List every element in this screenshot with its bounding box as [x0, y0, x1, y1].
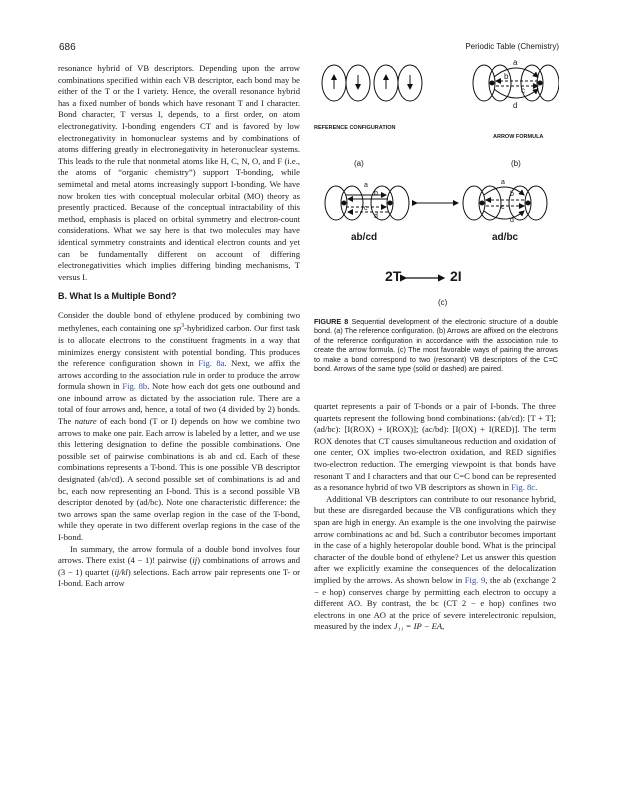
reference-configuration-drawing: [322, 65, 422, 101]
left-letter-c: c: [364, 205, 368, 212]
ab-cd-label: ab/cd: [351, 232, 378, 243]
running-head: Periodic Table (Chemistry): [465, 42, 559, 51]
figure-8: [314, 55, 559, 305]
right-paragraph-2: Additional VB descriptors can contribute to our resonance hybrid, but these are disregarded because the VB configurations which they span are high in energy. An example is the one involving the pairwise arrow combinations ac and bd. Such a contributor becomes important in the case of a highly heteropolar double bond. What is the principal character of the double bond of ethylene? Let us answer this question after we explicitly examine the consequences of the delocalization implied by the arrows. As shown below in Fig. 9, the ab (exchange 2 − e hop) conserves charge by permitting each electron to occupy a different AO. By contrast, the bc (CT 2 − e hop) confines two electrons in one AO at the price of severe interelectronic repulsion, measured by the index J₁₁ = IP − EA,: [314, 493, 556, 632]
arrow-formula-label: ARROW FORMULA: [493, 134, 544, 140]
letter-d: d: [513, 101, 518, 110]
figure-caption: [314, 317, 558, 373]
left-letter-a: a: [364, 182, 368, 189]
caption-label: FIGURE 8: [314, 317, 349, 326]
panel-c-label: (c): [438, 298, 448, 307]
left-paragraph-1: resonance hybrid of VB descriptors. Depending upon the arrow combinations specified within each VB descriptor, each bond may be either of the T or the I variety. Hence, the overall resonance hybrid has a fixed number of bonds which have resonant T and I character. Bond character, T versus I, depends, to a first order, on atom electronegativity. I-bonding engenders CT and is favored by low electronegativity in homonuclear systems and by combinations of atoms differing greatly in electronegativity in heteronuclear systems. This leads to the rule that nonmetal atoms like H, C, N, O, and F (i.e., the atoms of “organic chemistry”) support T-bonding, while semimetal and metal atoms increasingly support I-bonding. We have now broken ties with conceptual molecular orbital (MO) theory as presently practiced. Because of the conceptual intractability of this method, emphasis is placed on orbital symmetry and electron-count considerations. What we say here is that two molecules may have identical symmetry constraints and identical electron counts and yet can be fundamentally different on account of differing electronegativities which implies differing binding mechanisms, T versus I.: [58, 63, 300, 282]
fig8a-link[interactable]: Fig. 8a: [198, 358, 225, 369]
2t-label: 2T: [385, 268, 402, 284]
letter-c: c: [521, 86, 525, 95]
right-column: [314, 401, 556, 633]
left-letter-b: b: [374, 190, 378, 197]
fig9-link[interactable]: Fig. 9: [464, 574, 486, 585]
letter-b: b: [504, 72, 509, 81]
panel-a-label: (a): [354, 159, 364, 168]
right-paragraph-1: quartet represents a pair of T-bonds or a pair of I-bonds. The three quartets represent the following bond combinations: (ab/cd): [T + T]; (ad/bc): [I(ROX) + I(ROX)]; (ac/bd): [I(OX) + I(RED)]. The term ROX denotes that CT causes simultaneous reduction and oxidation of one center, OX implies two-electron oxidation, and RED signifies two-electron reduction. The emerging viewpoint is that bonds have resonant T and I characters and that our C=C bond can be represented as a resonance hybrid of two VB descriptors as shown in Fig. 8c.: [314, 401, 556, 493]
right-letter-a: a: [501, 179, 505, 186]
caption-text: Sequential development of the electronic structure of a double bond. (a) The reference configuration. (b) Arrows are affixed on the electrons of the reference configuration in accordance with the association rule to create the arrow formula. (c) The most favorable ways of pairing the arrows to make a bond correspond to two (resonant) VB descriptors of the C=C bond. Arrows of the same type (solid or dashed) are paired.: [314, 317, 558, 374]
arrow-formula-drawing: [473, 65, 559, 101]
left-paragraph-3: In summary, the arrow formula of a double bond involves four arrows. There exist (4 − 1)! pairwise (ij) combinations of arrows and (3 − 1) quartet (ij/kl) selections. Each arrow pair represents one T- or I-bond. Each arrow: [58, 543, 300, 589]
right-letter-b: b: [510, 191, 514, 198]
ad-bc-label: ad/bc: [492, 232, 519, 243]
reference-configuration-label: REFERENCE CONFIGURATION: [314, 125, 396, 131]
right-letter-c: c: [501, 204, 505, 211]
panel-b-label: (b): [511, 159, 521, 168]
resonance-left-drawing: [325, 186, 409, 220]
2i-label: 2I: [450, 268, 462, 284]
fig8c-link[interactable]: Fig. 8c: [511, 482, 536, 493]
resonance-right-drawing: [463, 186, 547, 220]
left-letter-d: d: [374, 213, 378, 220]
left-column: [58, 63, 300, 590]
fig8b-link[interactable]: Fig. 8b: [122, 381, 148, 392]
letter-a: a: [513, 58, 518, 67]
left-paragraph-2: Consider the double bond of ethylene produced by combining two methylenes, each containing one $sp^3$-hybridized carbon. Our first task is to allocate electrons to the constituent fragments in a way that minimizes energy consistent with potential bonding. This produces the reference configuration shown in Fig. 8a. Next, we affix the arrows according to the association rule in order to produce the arrow formula shown in Fig. 8b. Note how each dot gets one outbound and one inbound arrow as dictated by the association rule. There are a total of four arrows and, hence, a total of two (4 divided by 2) bonds. The nature of each bond (T or I) depends on how we combine two arrows to make one pair. Each arrow is labeled by a letter, and we use this lettering designation to define the possible combinations. One possible set of pairwise combinations is ab and cd. Each of these combinations represents a T-bond. This is one possible VB descriptor designated (ab/cd). A second possible set of combinations is ad and bc, each now representing an I-bond. This is a second possible VB descriptor denoted by (ad/bc). Note one characteristic difference: the two arrows span the same overlap region in the case of the T-bond, while they operate in two different overlap regions in the case of the I-bond.: [58, 309, 301, 543]
page-number: 686: [59, 42, 76, 53]
section-title: B. What Is a Multiple Bond?: [58, 291, 177, 302]
right-letter-d: d: [510, 217, 514, 224]
